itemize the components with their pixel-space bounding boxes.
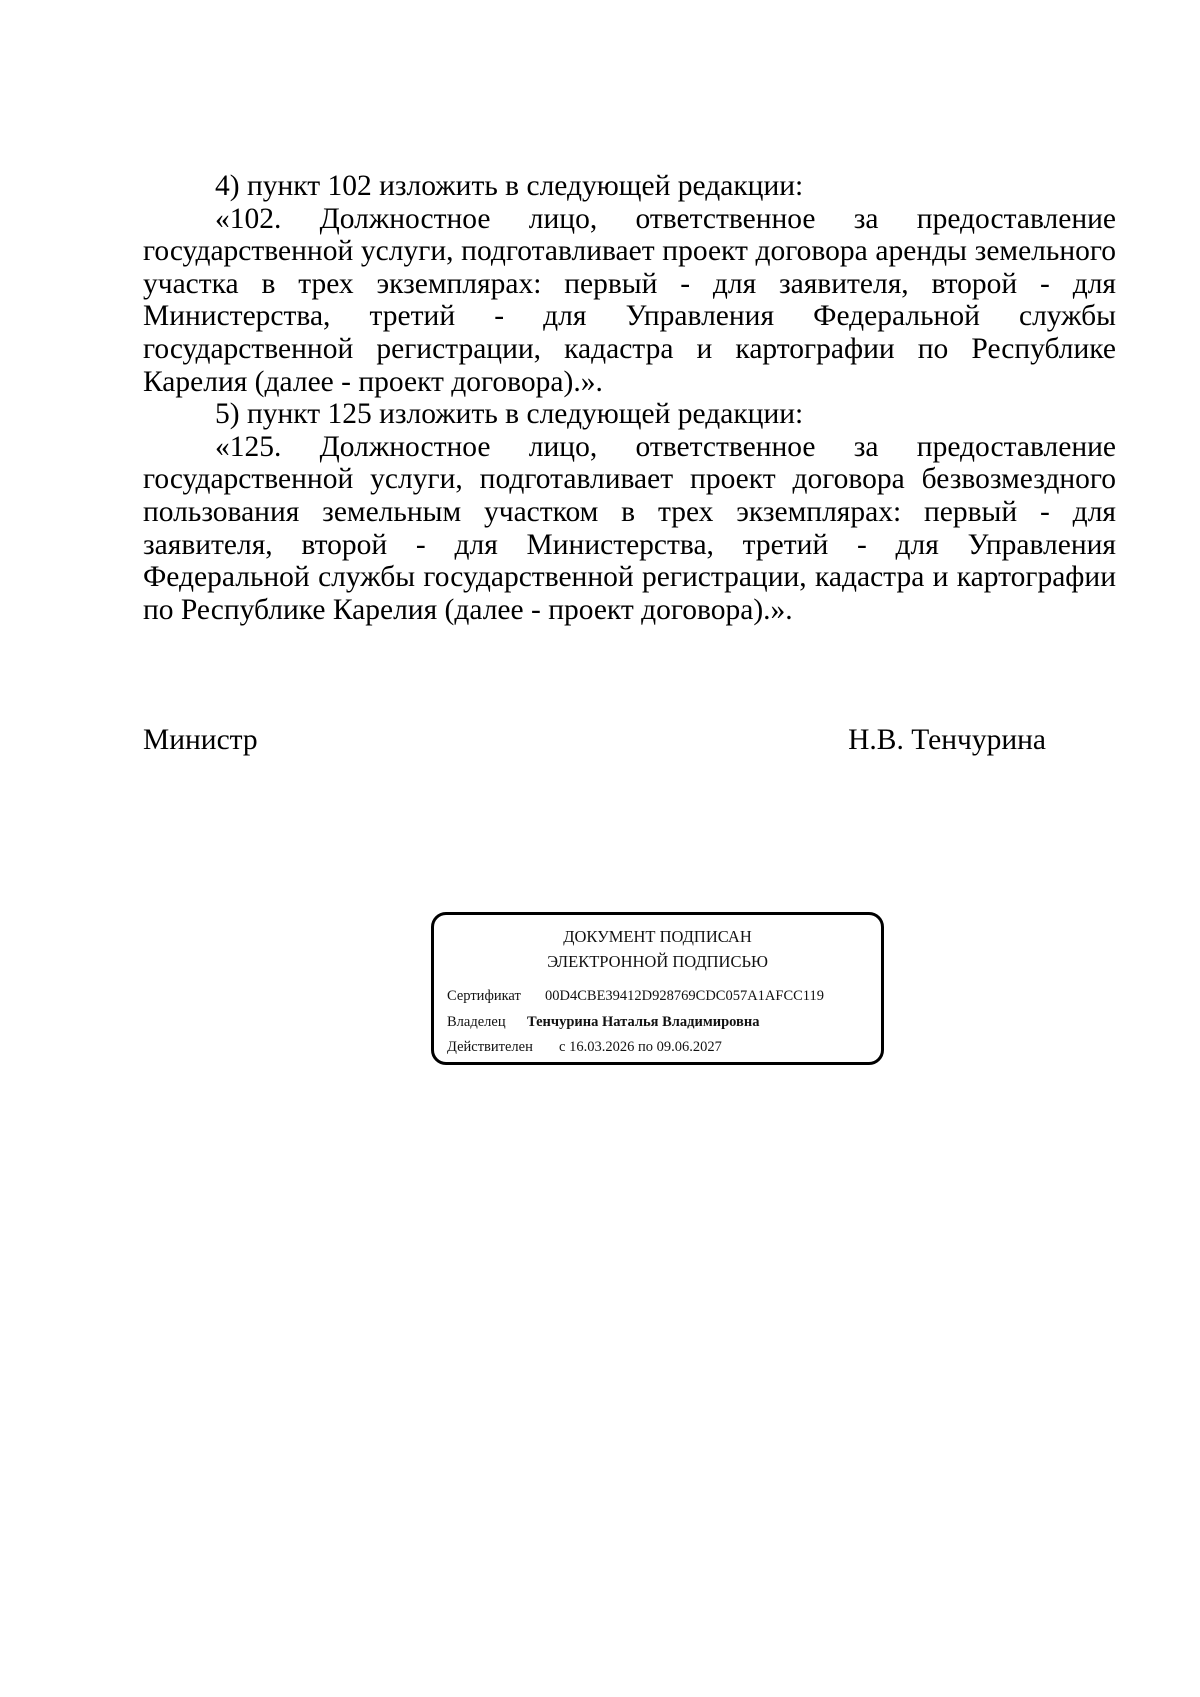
valid-from-prefix: с bbox=[559, 1039, 566, 1055]
stamp-owner-row bbox=[447, 1014, 759, 1031]
stamp-header-line-1: ДОКУМЕНТ ПОДПИСАН bbox=[563, 927, 752, 946]
paragraph-amendment-5: 5) пункт 125 изложить в следующей редакции: bbox=[215, 398, 804, 431]
signer-name: Н.В. Тенчурина bbox=[848, 724, 1046, 756]
valid-to-prefix: по bbox=[637, 1039, 653, 1055]
valid-to-date: 09.06.2027 bbox=[656, 1039, 722, 1055]
valid-label: Действителен bbox=[447, 1039, 533, 1055]
electronic-signature-stamp bbox=[431, 912, 884, 1065]
certificate-label: Сертификат bbox=[447, 988, 521, 1004]
owner-value: Тенчурина Наталья Владимировна bbox=[527, 1014, 760, 1030]
paragraph-clause-125: «125. Должностное лицо, ответственное за предоставление государственной услуги, подготавливает проект договора безвозмездного пользования земельным участком в трех экземплярах: первый - для заявителя, второй - для Министерства, третий - для Управления Федеральной службы государственной регистрации, кадастра и картографии по Республике Карелия (далее - проект договора).». bbox=[143, 430, 1116, 626]
stamp-header bbox=[434, 924, 881, 974]
certificate-value: 00D4CBE39412D928769CDC057A1AFCC119 bbox=[545, 988, 825, 1004]
valid-from-date: 16.03.2026 bbox=[569, 1039, 635, 1055]
paragraph-clause-102: «102. Должностное лицо, ответственное за предоставление государственной услуги, подготавливает проект договора аренды земельного участка в трех экземплярах: первый - для заявителя, второй - для Министерства, третий - для Управления Федеральной службы государственной регистрации, кадастра и картографии по Республике Карелия (далее - проект договора).». bbox=[143, 202, 1116, 398]
stamp-header-line-2: ЭЛЕКТРОННОЙ ПОДПИСЬЮ bbox=[547, 952, 768, 971]
signer-position: Министр bbox=[143, 724, 258, 756]
stamp-certificate-row bbox=[447, 988, 824, 1005]
stamp-validity-row bbox=[447, 1039, 722, 1056]
owner-label: Владелец bbox=[447, 1014, 506, 1030]
paragraph-amendment-4: 4) пункт 102 изложить в следующей редакции: bbox=[215, 170, 804, 202]
document-body bbox=[143, 170, 1116, 626]
